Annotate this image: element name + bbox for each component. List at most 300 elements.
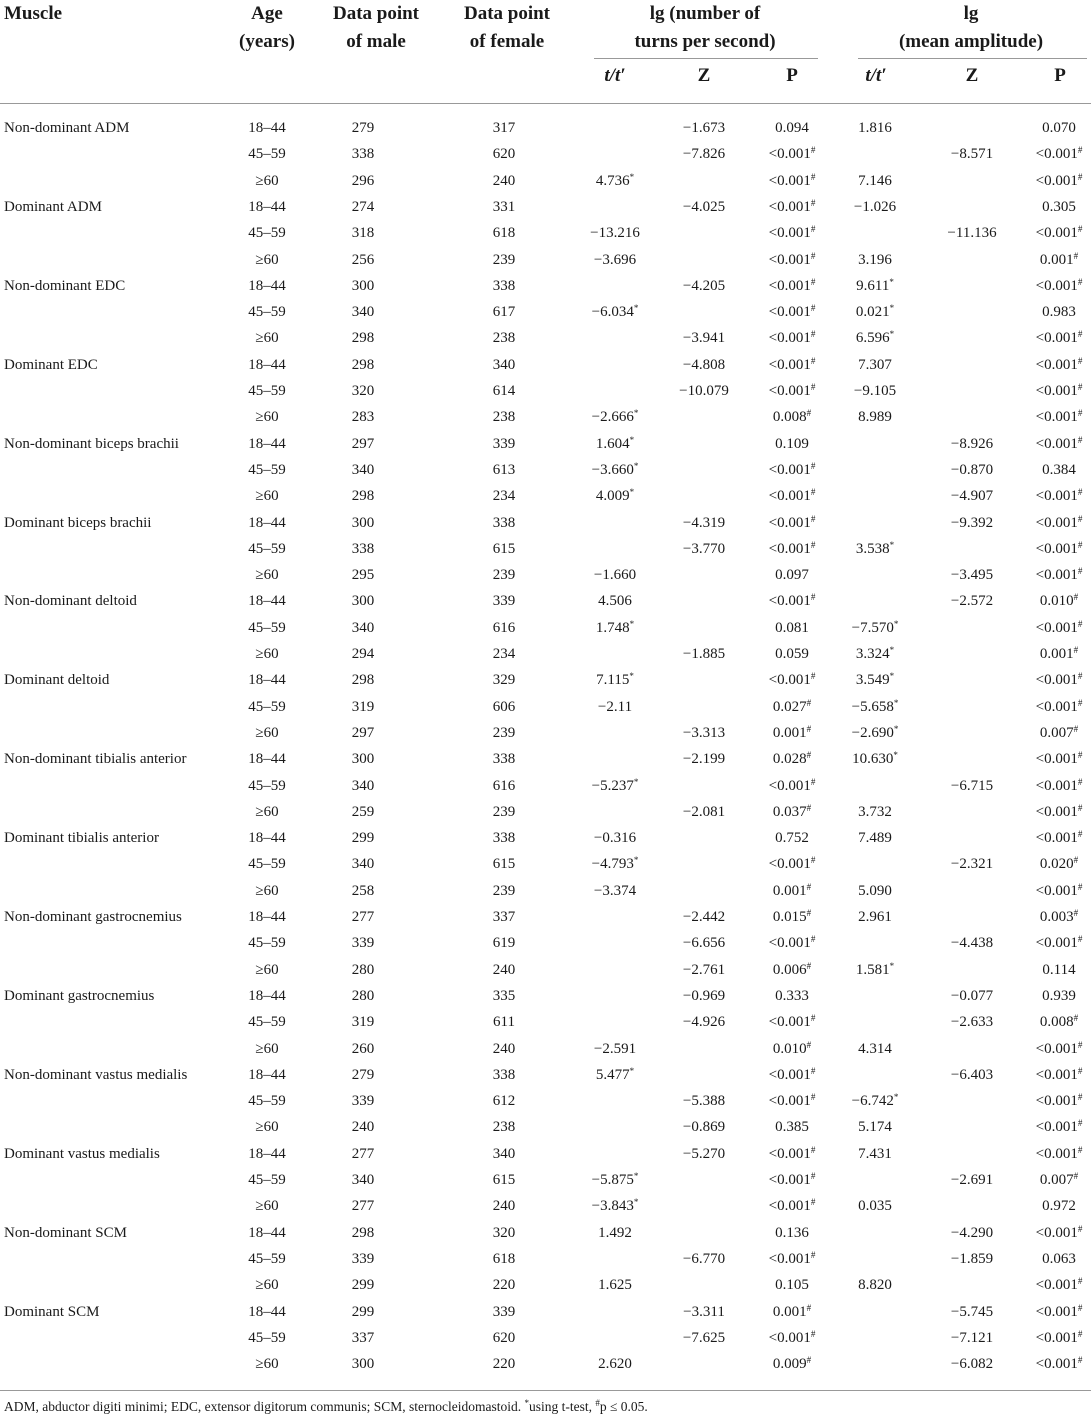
turns-p-cell: <0.001#: [768, 776, 816, 794]
amplitude-t-cell: 3.549*: [855, 671, 895, 689]
male-count-cell: 340: [351, 1172, 375, 1188]
amplitude-p-cell: <0.001#: [1035, 513, 1083, 531]
turns-p-cell: 0.333: [775, 987, 809, 1004]
table-row: [0, 1351, 1091, 1377]
male-count-cell: 299: [351, 830, 375, 847]
turns-p-cell: <0.001#: [768, 855, 816, 873]
amplitude-t-cell: 2.961: [858, 909, 892, 925]
amplitude-t-cell: 4.314: [858, 1040, 892, 1057]
male-count-cell: 300: [351, 1356, 375, 1373]
amplitude-z-cell: −6.403: [950, 1066, 994, 1083]
male-count-cell: 296: [351, 172, 375, 189]
male-count-cell: 318: [351, 225, 375, 242]
turns-z-cell: −2.081: [682, 803, 726, 820]
male-count-cell: 298: [351, 330, 375, 347]
age-cell: 45–59: [248, 146, 286, 163]
amplitude-p-cell: 0.003#: [1039, 908, 1079, 925]
turns-p-cell: <0.001#: [768, 250, 816, 268]
age-cell: ≥60: [255, 882, 279, 899]
amplitude-z-cell: −2.633: [950, 1014, 994, 1031]
amplitude-p-cell: <0.001#: [1035, 224, 1083, 242]
subheader-z-turns: Z: [697, 65, 711, 86]
turns-p-cell: <0.001#: [768, 382, 816, 399]
amplitude-t-cell: 7.489: [858, 830, 892, 847]
table-row: [0, 536, 1091, 562]
male-count-cell: 320: [351, 383, 375, 399]
table-row: [0, 1246, 1091, 1272]
muscle-cell: Non-dominant deltoid: [4, 593, 137, 610]
female-count-cell: 615: [492, 856, 516, 873]
turns-t-cell: −2.666*: [591, 408, 639, 426]
turns-p-cell: <0.001#: [768, 1144, 816, 1162]
turns-z-cell: −3.770: [682, 540, 726, 557]
table-bottom-rule: [0, 1390, 1091, 1391]
muscle-cell: Non-dominant vastus medialis: [4, 1066, 188, 1083]
turns-p-cell: <0.001#: [768, 355, 816, 373]
age-cell: 45–59: [248, 856, 286, 873]
female-count-cell: 338: [492, 514, 516, 531]
amplitude-p-cell: <0.001#: [1035, 145, 1083, 163]
age-cell: ≥60: [255, 1198, 279, 1215]
amplitude-p-cell: <0.001#: [1035, 697, 1083, 715]
table-row: [0, 220, 1091, 246]
subheader-t-amplitude: t/t′: [865, 65, 887, 86]
female-count-cell: 240: [492, 1040, 516, 1057]
table-row: [0, 983, 1091, 1009]
table-row: [0, 194, 1091, 220]
turns-z-cell: −6.770: [682, 1250, 726, 1267]
turns-p-cell: <0.001#: [768, 145, 816, 163]
amplitude-t-cell: −6.742*: [851, 1092, 899, 1110]
header-turns-underline: [594, 58, 818, 59]
table-row: [0, 378, 1091, 404]
female-count-cell: 238: [492, 330, 516, 347]
male-count-cell: 340: [351, 461, 375, 478]
female-count-cell: 606: [492, 698, 516, 715]
muscle-cell: Dominant biceps brachii: [4, 514, 152, 531]
male-count-cell: 277: [351, 1198, 375, 1215]
table-row: [0, 1272, 1091, 1298]
amplitude-p-cell: <0.001#: [1035, 1092, 1083, 1110]
amplitude-p-cell: <0.001#: [1035, 1328, 1083, 1346]
male-count-cell: 340: [351, 777, 375, 794]
amplitude-p-cell: 0.010#: [1039, 592, 1079, 610]
turns-p-cell: 0.015#: [772, 908, 812, 925]
muscle-cell: Non-dominant ADM: [4, 120, 130, 136]
female-count-cell: 339: [492, 593, 516, 610]
amplitude-z-cell: −2.572: [950, 593, 994, 610]
male-count-cell: 258: [351, 882, 375, 899]
amplitude-p-cell: 0.007#: [1039, 1171, 1079, 1188]
male-count-cell: 260: [351, 1040, 375, 1057]
table-row: [0, 1193, 1091, 1219]
turns-t-cell: 5.477*: [595, 1065, 635, 1083]
male-count-cell: 300: [351, 751, 375, 768]
age-cell: ≥60: [255, 330, 279, 347]
amplitude-p-cell: <0.001#: [1035, 671, 1083, 689]
amplitude-p-cell: <0.001#: [1035, 776, 1083, 794]
turns-p-cell: <0.001#: [768, 1013, 816, 1031]
table-row: [0, 1036, 1091, 1062]
amplitude-p-cell: <0.001#: [1035, 1355, 1083, 1373]
turns-z-cell: −3.941: [682, 330, 726, 347]
turns-p-cell: <0.001#: [768, 934, 816, 952]
amplitude-t-cell: 7.431: [858, 1145, 892, 1162]
female-count-cell: 340: [492, 1145, 516, 1162]
turns-p-cell: 0.009#: [772, 1355, 812, 1373]
header-age-line1: Age: [251, 3, 283, 24]
turns-z-cell: −4.025: [682, 198, 726, 215]
amplitude-p-cell: <0.001#: [1035, 329, 1083, 347]
muscle-cell: Non-dominant SCM: [4, 1224, 127, 1241]
turns-t-cell: 7.115*: [596, 671, 634, 689]
table-row: [0, 930, 1091, 956]
female-count-cell: 616: [492, 777, 516, 794]
table-row: [0, 168, 1091, 194]
table-row: [0, 404, 1091, 430]
turns-p-cell: 0.027#: [772, 697, 812, 715]
turns-p-cell: 0.094: [775, 120, 809, 136]
amplitude-p-cell: <0.001#: [1035, 1223, 1083, 1241]
age-cell: 45–59: [248, 619, 286, 636]
age-cell: 18–44: [248, 672, 286, 689]
male-count-cell: 256: [351, 251, 375, 268]
age-cell: 45–59: [248, 304, 286, 321]
amplitude-p-cell: 0.001#: [1039, 645, 1079, 662]
male-count-cell: 297: [351, 724, 375, 741]
amplitude-z-cell: −8.926: [950, 435, 994, 452]
male-count-cell: 300: [351, 277, 375, 294]
amplitude-p-cell: 0.114: [1042, 961, 1076, 978]
female-count-cell: 234: [492, 488, 516, 505]
turns-t-cell: −1.660: [593, 567, 637, 584]
turns-t-cell: −5.237*: [591, 776, 639, 794]
age-cell: ≥60: [255, 724, 279, 741]
female-count-cell: 619: [492, 935, 516, 952]
amplitude-p-cell: 0.983: [1042, 304, 1076, 321]
amplitude-z-cell: −9.392: [950, 514, 994, 531]
muscle-cell: Dominant tibialis anterior: [4, 830, 159, 847]
age-cell: 18–44: [248, 198, 286, 215]
age-cell: 18–44: [248, 1145, 286, 1162]
female-count-cell: 240: [492, 961, 516, 978]
turns-z-cell: −4.808: [682, 356, 726, 373]
header-bottom-rule: [0, 103, 1091, 104]
turns-z-cell: −2.199: [682, 751, 726, 768]
male-count-cell: 298: [351, 1224, 375, 1241]
male-count-cell: 337: [351, 1329, 375, 1346]
turns-p-cell: <0.001#: [768, 1092, 816, 1110]
header-male-line1: Data point: [332, 3, 420, 24]
header-turns-line2: turns per second): [634, 31, 776, 52]
turns-p-cell: 0.136: [775, 1224, 809, 1241]
turns-z-cell: −3.311: [683, 1303, 725, 1320]
male-count-cell: 338: [351, 146, 375, 163]
amplitude-z-cell: −2.321: [950, 856, 994, 873]
turns-p-cell: <0.001#: [768, 171, 816, 189]
amplitude-z-cell: −6.082: [950, 1356, 994, 1373]
amplitude-p-cell: <0.001#: [1035, 1276, 1083, 1294]
male-count-cell: 294: [351, 646, 375, 662]
turns-z-cell: −4.926: [682, 1014, 726, 1031]
turns-z-cell: −1.673: [682, 120, 726, 136]
turns-t-cell: −6.034*: [591, 303, 639, 321]
female-count-cell: 615: [492, 1172, 516, 1188]
amplitude-z-cell: −0.870: [950, 461, 994, 478]
age-cell: 45–59: [248, 1172, 286, 1188]
table-row: [0, 141, 1091, 167]
turns-t-cell: 4.736*: [595, 171, 635, 189]
muscle-cell: Non-dominant tibialis anterior: [4, 751, 187, 768]
age-cell: ≥60: [255, 1119, 279, 1136]
amplitude-p-cell: <0.001#: [1035, 802, 1083, 820]
amplitude-t-cell: −2.690*: [851, 723, 899, 741]
amplitude-z-cell: −6.715: [950, 777, 994, 794]
age-cell: 45–59: [248, 777, 286, 794]
age-cell: 18–44: [248, 830, 286, 847]
amplitude-p-cell: <0.001#: [1035, 276, 1083, 294]
turns-p-cell: <0.001#: [768, 303, 816, 321]
table-row: [0, 1141, 1091, 1167]
turns-z-cell: −1.885: [682, 646, 726, 662]
male-count-cell: 259: [351, 803, 375, 820]
table-row: [0, 115, 1091, 141]
female-count-cell: 317: [492, 120, 516, 136]
turns-z-cell: −7.625: [682, 1329, 726, 1346]
header-amplitude-underline: [858, 58, 1087, 59]
amplitude-t-cell: 1.581*: [855, 960, 895, 978]
turns-p-cell: 0.752: [775, 830, 809, 847]
age-cell: ≥60: [255, 1277, 279, 1294]
male-count-cell: 339: [351, 935, 375, 952]
age-cell: ≥60: [255, 646, 279, 662]
female-count-cell: 238: [492, 1119, 516, 1136]
muscle-cell: Dominant EDC: [4, 356, 98, 373]
age-cell: ≥60: [255, 961, 279, 978]
amplitude-z-cell: −1.859: [950, 1250, 994, 1267]
amplitude-z-cell: −0.077: [950, 987, 994, 1004]
turns-p-cell: 0.028#: [772, 750, 812, 768]
amplitude-p-cell: <0.001#: [1035, 566, 1083, 584]
table-row: [0, 1167, 1091, 1193]
amplitude-p-cell: <0.001#: [1035, 1039, 1083, 1057]
amplitude-p-cell: 0.939: [1042, 987, 1076, 1004]
age-cell: 18–44: [248, 356, 286, 373]
turns-p-cell: <0.001#: [768, 224, 816, 242]
turns-p-cell: <0.001#: [768, 671, 816, 689]
turns-p-cell: 0.001#: [772, 881, 812, 899]
turns-t-cell: −2.11: [597, 698, 633, 715]
amplitude-z-cell: −5.745: [950, 1303, 994, 1320]
male-count-cell: 277: [351, 909, 375, 925]
male-count-cell: 298: [351, 488, 375, 505]
turns-p-cell: 0.006#: [772, 960, 812, 978]
turns-p-cell: 0.105: [775, 1277, 809, 1294]
table-row: [0, 457, 1091, 483]
table-row: [0, 1220, 1091, 1246]
female-count-cell: 239: [492, 724, 516, 741]
turns-p-cell: <0.001#: [768, 1197, 816, 1215]
amplitude-t-cell: −7.570*: [851, 618, 899, 636]
turns-z-cell: −5.270: [682, 1145, 726, 1162]
table-row: [0, 1062, 1091, 1088]
female-count-cell: 338: [492, 830, 516, 847]
amplitude-p-cell: <0.001#: [1035, 487, 1083, 505]
table-row: [0, 773, 1091, 799]
table-row: [0, 1299, 1091, 1325]
turns-z-cell: −6.656: [682, 935, 726, 952]
male-count-cell: 338: [351, 540, 375, 557]
header-muscle: Muscle: [4, 3, 63, 24]
turns-z-cell: −0.869: [682, 1119, 726, 1136]
female-count-cell: 339: [492, 435, 516, 452]
amplitude-t-cell: 5.090: [858, 882, 892, 899]
turns-p-cell: 0.081: [775, 619, 809, 636]
turns-p-cell: 0.059: [775, 646, 809, 662]
table-row: [0, 352, 1091, 378]
turns-t-cell: −3.660*: [591, 460, 639, 478]
female-count-cell: 320: [492, 1224, 516, 1241]
table-row: [0, 667, 1091, 693]
header-age-line2: (years): [239, 31, 295, 52]
turns-p-cell: <0.001#: [768, 1328, 816, 1346]
male-count-cell: 295: [351, 567, 375, 584]
amplitude-p-cell: <0.001#: [1035, 750, 1083, 768]
age-cell: 18–44: [248, 120, 286, 136]
female-count-cell: 340: [492, 356, 516, 373]
amplitude-p-cell: 0.063: [1042, 1250, 1076, 1267]
turns-t-cell: −3.696: [593, 251, 637, 268]
table-row: [0, 562, 1091, 588]
age-cell: 45–59: [248, 1093, 286, 1110]
female-count-cell: 337: [492, 909, 516, 925]
female-count-cell: 339: [492, 1303, 516, 1320]
male-count-cell: 298: [351, 672, 375, 689]
turns-z-cell: −5.388: [682, 1093, 726, 1110]
age-cell: 18–44: [248, 593, 286, 610]
male-count-cell: 319: [351, 698, 375, 715]
age-cell: 45–59: [248, 540, 286, 557]
age-cell: ≥60: [255, 1356, 279, 1373]
turns-t-cell: −5.875*: [591, 1171, 639, 1188]
amplitude-p-cell: 0.384: [1042, 461, 1076, 478]
subheader-t-turns: t/t′: [604, 65, 626, 86]
turns-p-cell: 0.008#: [772, 408, 812, 426]
header-female-line2: of female: [469, 31, 545, 52]
turns-t-cell: −2.591: [593, 1040, 637, 1057]
female-count-cell: 331: [492, 198, 516, 215]
age-cell: 18–44: [248, 435, 286, 452]
table-row: [0, 799, 1091, 825]
turns-z-cell: −7.826: [682, 146, 726, 163]
female-count-cell: 611: [493, 1014, 515, 1031]
table-row: [0, 615, 1091, 641]
female-count-cell: 238: [492, 409, 516, 426]
amplitude-p-cell: <0.001#: [1035, 434, 1083, 452]
muscle-cell: Dominant ADM: [4, 198, 102, 215]
amplitude-p-cell: <0.001#: [1035, 1065, 1083, 1083]
male-count-cell: 340: [351, 856, 375, 873]
muscle-cell: Dominant gastrocnemius: [4, 987, 155, 1004]
female-count-cell: 617: [492, 304, 516, 321]
female-count-cell: 620: [492, 146, 516, 163]
age-cell: 45–59: [248, 461, 286, 478]
female-count-cell: 239: [492, 567, 516, 584]
amplitude-p-cell: 0.070: [1042, 120, 1076, 136]
age-cell: 45–59: [248, 1014, 286, 1031]
table-row: [0, 904, 1091, 930]
male-count-cell: 340: [351, 619, 375, 636]
female-count-cell: 620: [492, 1329, 516, 1346]
amplitude-z-cell: −4.907: [950, 488, 994, 505]
amplitude-p-cell: 0.008#: [1039, 1013, 1079, 1031]
turns-t-cell: 1.625: [598, 1277, 632, 1294]
turns-p-cell: 0.037#: [772, 802, 812, 820]
male-count-cell: 340: [351, 304, 375, 321]
age-cell: 18–44: [248, 514, 286, 531]
amplitude-t-cell: 1.816: [858, 120, 892, 136]
subheader-p-turns: P: [786, 65, 798, 86]
turns-p-cell: 0.385: [775, 1119, 809, 1136]
amplitude-t-cell: −9.105: [853, 383, 897, 399]
turns-t-cell: 2.620: [598, 1356, 632, 1373]
age-cell: ≥60: [255, 567, 279, 584]
amplitude-t-cell: 6.596*: [855, 329, 895, 347]
table-row: [0, 431, 1091, 457]
male-count-cell: 280: [351, 987, 375, 1004]
male-count-cell: 240: [351, 1119, 375, 1136]
amplitude-t-cell: −1.026: [853, 198, 897, 215]
male-count-cell: 300: [351, 593, 375, 610]
amplitude-t-cell: −5.658*: [851, 697, 899, 715]
male-count-cell: 279: [351, 1066, 375, 1083]
female-count-cell: 614: [492, 383, 516, 399]
female-count-cell: 612: [492, 1093, 516, 1110]
muscle-cell: Non-dominant EDC: [4, 277, 126, 294]
turns-z-cell: −2.442: [682, 909, 726, 925]
male-count-cell: 297: [351, 435, 375, 452]
table-row: [0, 1009, 1091, 1035]
female-count-cell: 234: [492, 646, 516, 662]
female-count-cell: 329: [492, 672, 516, 689]
turns-p-cell: 0.001#: [772, 1302, 812, 1320]
age-cell: ≥60: [255, 172, 279, 189]
female-count-cell: 618: [492, 1250, 516, 1267]
turns-t-cell: 1.604*: [595, 434, 635, 452]
male-count-cell: 279: [351, 120, 375, 136]
turns-p-cell: <0.001#: [768, 329, 816, 347]
male-count-cell: 298: [351, 356, 375, 373]
amplitude-p-cell: 0.305: [1042, 198, 1076, 215]
amplitude-p-cell: <0.001#: [1035, 1118, 1083, 1136]
table-row: [0, 1114, 1091, 1140]
amplitude-p-cell: <0.001#: [1035, 829, 1083, 847]
turns-p-cell: <0.001#: [768, 1065, 816, 1083]
amplitude-t-cell: 8.989: [858, 409, 892, 426]
turns-t-cell: 4.506: [598, 593, 632, 610]
turns-z-cell: −0.969: [682, 987, 726, 1004]
age-cell: 45–59: [248, 698, 286, 715]
turns-t-cell: 1.492: [598, 1224, 632, 1241]
female-count-cell: 613: [492, 461, 516, 478]
female-count-cell: 615: [492, 540, 516, 557]
turns-t-cell: 4.009*: [595, 487, 635, 505]
age-cell: ≥60: [255, 409, 279, 426]
table-row: [0, 878, 1091, 904]
male-count-cell: 299: [351, 1303, 375, 1320]
age-cell: 45–59: [248, 225, 286, 242]
header-turns-line1: lg (number of: [649, 3, 761, 24]
